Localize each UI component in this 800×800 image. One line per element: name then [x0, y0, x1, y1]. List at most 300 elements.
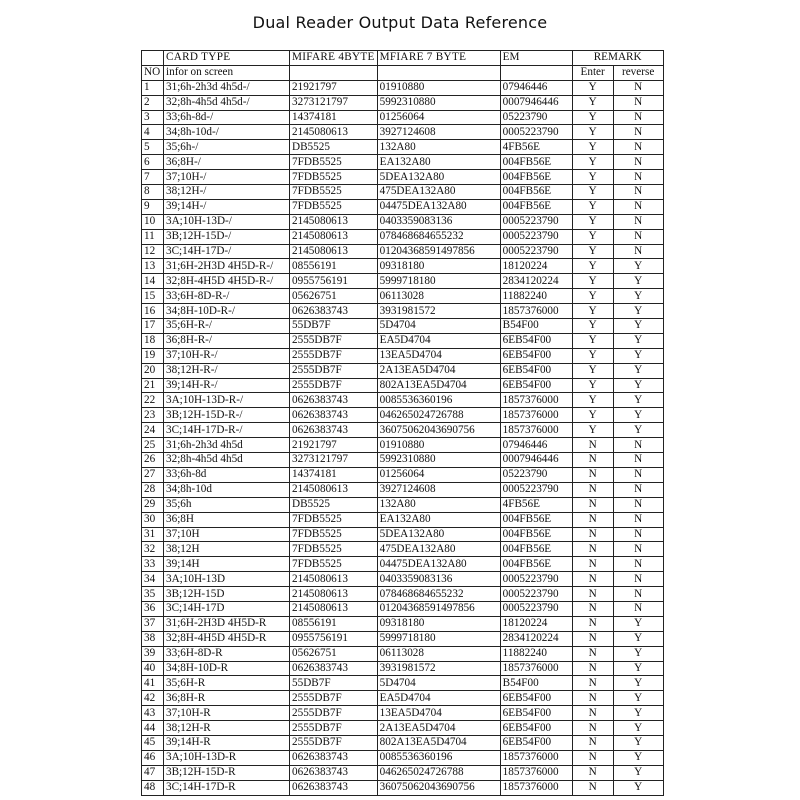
cell-em: 18120224 — [500, 616, 572, 631]
cell-enter: Y — [572, 155, 613, 170]
table-row — [142, 80, 664, 95]
cell-mifare-7byte: 36075062043690756 — [377, 423, 500, 438]
table-row — [142, 557, 664, 572]
cell-reverse: Y — [613, 721, 663, 736]
cell-reverse: Y — [613, 304, 663, 319]
cell-enter: N — [572, 676, 613, 691]
cell-mifare-7byte: 802A13EA5D4704 — [377, 378, 500, 393]
cell-em: 1857376000 — [500, 423, 572, 438]
cell-enter: N — [572, 661, 613, 676]
cell-reverse: N — [613, 155, 663, 170]
cell-no: 29 — [142, 497, 164, 512]
header-em: EM — [500, 51, 572, 66]
cell-reverse: Y — [613, 408, 663, 423]
cell-mifare-7byte: 3931981572 — [377, 304, 500, 319]
cell-enter: Y — [572, 95, 613, 110]
cell-mifare-4byte: 0626383743 — [290, 408, 378, 423]
cell-em: 1857376000 — [500, 765, 572, 780]
cell-reverse: N — [613, 185, 663, 200]
cell-no: 17 — [142, 319, 164, 334]
cell-card-type: 35;6H-R — [164, 676, 290, 691]
cell-mifare-7byte: 0403359083136 — [377, 214, 500, 229]
cell-em: 4FB56E — [500, 140, 572, 155]
table-row — [142, 601, 664, 616]
cell-mifare-7byte: 3927124608 — [377, 482, 500, 497]
cell-mifare-7byte: 5999718180 — [377, 274, 500, 289]
cell-reverse: Y — [613, 393, 663, 408]
cell-card-type: 37;10H-R-/ — [164, 348, 290, 363]
cell-em: 0005223790 — [500, 601, 572, 616]
cell-em: 1857376000 — [500, 408, 572, 423]
cell-no: 3 — [142, 110, 164, 125]
cell-no: 25 — [142, 438, 164, 453]
cell-mifare-4byte: DB5525 — [290, 140, 378, 155]
table-row — [142, 646, 664, 661]
cell-reverse: N — [613, 140, 663, 155]
cell-mifare-4byte: 2555DB7F — [290, 735, 378, 750]
cell-card-type: 3B;12H-15D-R-/ — [164, 408, 290, 423]
cell-em: 2834120224 — [500, 274, 572, 289]
cell-no: 4 — [142, 125, 164, 140]
cell-enter: Y — [572, 274, 613, 289]
cell-enter: N — [572, 497, 613, 512]
cell-mifare-7byte: 475DEA132A80 — [377, 542, 500, 557]
cell-mifare-4byte: 7FDB5525 — [290, 512, 378, 527]
cell-enter: N — [572, 765, 613, 780]
cell-mifare-4byte: 2555DB7F — [290, 363, 378, 378]
cell-no: 11 — [142, 229, 164, 244]
cell-enter: Y — [572, 125, 613, 140]
cell-reverse: N — [613, 229, 663, 244]
header-no: NO — [142, 65, 164, 80]
cell-enter: N — [572, 691, 613, 706]
cell-mifare-7byte: 04475DEA132A80 — [377, 557, 500, 572]
cell-mifare-7byte: EA5D4704 — [377, 691, 500, 706]
cell-mifare-4byte: 0626383743 — [290, 304, 378, 319]
cell-card-type: 36;8H-R — [164, 691, 290, 706]
cell-reverse: Y — [613, 765, 663, 780]
cell-mifare-7byte: 13EA5D4704 — [377, 348, 500, 363]
cell-reverse: N — [613, 542, 663, 557]
table-row — [142, 125, 664, 140]
cell-mifare-4byte: 7FDB5525 — [290, 155, 378, 170]
cell-em: 6EB54F00 — [500, 691, 572, 706]
cell-card-type: 39;14H — [164, 557, 290, 572]
cell-em: 1857376000 — [500, 393, 572, 408]
cell-em: 1857376000 — [500, 304, 572, 319]
table-row — [142, 482, 664, 497]
cell-no: 30 — [142, 512, 164, 527]
cell-reverse: N — [613, 199, 663, 214]
cell-mifare-4byte: 0626383743 — [290, 750, 378, 765]
cell-card-type: 35;6h-/ — [164, 140, 290, 155]
cell-mifare-4byte: 21921797 — [290, 438, 378, 453]
cell-em: 1857376000 — [500, 780, 572, 795]
table-row — [142, 616, 664, 631]
cell-mifare-7byte: 01910880 — [377, 80, 500, 95]
cell-mifare-7byte: 01256064 — [377, 467, 500, 482]
cell-mifare-7byte: 132A80 — [377, 140, 500, 155]
cell-no: 43 — [142, 706, 164, 721]
header-blank — [142, 51, 164, 66]
cell-enter: Y — [572, 348, 613, 363]
cell-card-type: 3C;14H-17D-R — [164, 780, 290, 795]
cell-no: 48 — [142, 780, 164, 795]
cell-card-type: 33;6H-8D-R-/ — [164, 289, 290, 304]
table-row — [142, 110, 664, 125]
cell-reverse: Y — [613, 646, 663, 661]
cell-enter: Y — [572, 393, 613, 408]
cell-em: 0005223790 — [500, 244, 572, 259]
cell-card-type: 32;8h-4h5d 4h5d — [164, 453, 290, 468]
cell-reverse: N — [613, 80, 663, 95]
cell-reverse: N — [613, 497, 663, 512]
cell-card-type: 3C;14H-17D — [164, 601, 290, 616]
table-row — [142, 259, 664, 274]
table-row — [142, 319, 664, 334]
cell-enter: Y — [572, 170, 613, 185]
table-row — [142, 512, 664, 527]
cell-mifare-4byte: 2555DB7F — [290, 691, 378, 706]
cell-reverse: N — [613, 214, 663, 229]
cell-mifare-4byte: 2145080613 — [290, 244, 378, 259]
cell-card-type: 36;8H-R-/ — [164, 333, 290, 348]
cell-no: 31 — [142, 527, 164, 542]
cell-enter: Y — [572, 110, 613, 125]
table-row — [142, 393, 664, 408]
cell-mifare-7byte: 01910880 — [377, 438, 500, 453]
cell-card-type: 3B;12H-15D — [164, 587, 290, 602]
table-row — [142, 363, 664, 378]
cell-no: 38 — [142, 631, 164, 646]
cell-enter: N — [572, 721, 613, 736]
cell-em: 004FB56E — [500, 199, 572, 214]
table-row — [142, 140, 664, 155]
table-row — [142, 408, 664, 423]
cell-mifare-4byte: 2145080613 — [290, 572, 378, 587]
table-row — [142, 155, 664, 170]
header-reverse: reverse — [613, 65, 663, 80]
cell-card-type: 34;8h-10d-/ — [164, 125, 290, 140]
table-row — [142, 214, 664, 229]
cell-card-type: 31;6h-2h3d 4h5d-/ — [164, 80, 290, 95]
cell-no: 16 — [142, 304, 164, 319]
cell-enter: N — [572, 467, 613, 482]
cell-card-type: 3B;12H-15D-/ — [164, 229, 290, 244]
cell-enter: Y — [572, 229, 613, 244]
cell-card-type: 3A;10H-13D-/ — [164, 214, 290, 229]
header-remark: REMARK — [572, 51, 663, 66]
cell-em: 0005223790 — [500, 482, 572, 497]
cell-mifare-4byte: 21921797 — [290, 80, 378, 95]
cell-mifare-4byte: 2555DB7F — [290, 333, 378, 348]
table-row — [142, 378, 664, 393]
cell-em: 11882240 — [500, 289, 572, 304]
table-row — [142, 274, 664, 289]
cell-mifare-7byte: 5999718180 — [377, 631, 500, 646]
cell-mifare-7byte: 09318180 — [377, 259, 500, 274]
cell-mifare-7byte: 5992310880 — [377, 95, 500, 110]
cell-mifare-7byte: 5D4704 — [377, 319, 500, 334]
cell-mifare-7byte: 06113028 — [377, 289, 500, 304]
cell-mifare-4byte: 2555DB7F — [290, 721, 378, 736]
cell-card-type: 38;12H-R — [164, 721, 290, 736]
cell-mifare-7byte: 802A13EA5D4704 — [377, 735, 500, 750]
cell-em: 2834120224 — [500, 631, 572, 646]
cell-card-type: 33;6H-8D-R — [164, 646, 290, 661]
cell-card-type: 36;8H-/ — [164, 155, 290, 170]
cell-mifare-7byte: 132A80 — [377, 497, 500, 512]
cell-mifare-7byte: 5DEA132A80 — [377, 527, 500, 542]
cell-em: B54F00 — [500, 319, 572, 334]
cell-no: 22 — [142, 393, 164, 408]
cell-em: 05223790 — [500, 467, 572, 482]
cell-enter: N — [572, 616, 613, 631]
cell-card-type: 39;14H-R — [164, 735, 290, 750]
cell-mifare-4byte: 55DB7F — [290, 319, 378, 334]
header-mifare-7byte: MFIARE 7 BYTE — [377, 51, 500, 66]
cell-mifare-4byte: 14374181 — [290, 467, 378, 482]
table-row — [142, 333, 664, 348]
cell-reverse: N — [613, 170, 663, 185]
cell-card-type: 39;14H-R-/ — [164, 378, 290, 393]
cell-card-type: 32;8H-4H5D 4H5D-R — [164, 631, 290, 646]
table-row — [142, 348, 664, 363]
cell-reverse: Y — [613, 631, 663, 646]
cell-no: 10 — [142, 214, 164, 229]
cell-enter: Y — [572, 363, 613, 378]
cell-em: 0005223790 — [500, 572, 572, 587]
cell-mifare-4byte: 0626383743 — [290, 661, 378, 676]
cell-enter: N — [572, 482, 613, 497]
cell-em: 4FB56E — [500, 497, 572, 512]
cell-mifare-7byte: 3931981572 — [377, 661, 500, 676]
cell-mifare-4byte: 2145080613 — [290, 601, 378, 616]
cell-em: 004FB56E — [500, 557, 572, 572]
cell-enter: N — [572, 572, 613, 587]
cell-no: 41 — [142, 676, 164, 691]
table-row — [142, 438, 664, 453]
cell-no: 36 — [142, 601, 164, 616]
cell-mifare-7byte: 13EA5D4704 — [377, 706, 500, 721]
table-row — [142, 706, 664, 721]
cell-card-type: 32;8H-4H5D 4H5D-R-/ — [164, 274, 290, 289]
subheader-row — [142, 65, 664, 80]
cell-mifare-7byte: 01204368591497856 — [377, 244, 500, 259]
cell-no: 7 — [142, 170, 164, 185]
cell-no: 9 — [142, 199, 164, 214]
cell-enter: Y — [572, 408, 613, 423]
cell-enter: Y — [572, 185, 613, 200]
cell-em: 6EB54F00 — [500, 378, 572, 393]
header-infor: infor on screen — [164, 65, 290, 80]
cell-mifare-7byte: 01204368591497856 — [377, 601, 500, 616]
cell-enter: Y — [572, 259, 613, 274]
cell-card-type: 38;12H-R-/ — [164, 363, 290, 378]
cell-em: 11882240 — [500, 646, 572, 661]
table-row — [142, 199, 664, 214]
cell-em: 07946446 — [500, 80, 572, 95]
cell-enter: Y — [572, 304, 613, 319]
cell-reverse: Y — [613, 750, 663, 765]
cell-em: 0007946446 — [500, 453, 572, 468]
table-row — [142, 572, 664, 587]
cell-reverse: Y — [613, 274, 663, 289]
cell-enter: N — [572, 512, 613, 527]
cell-em: 6EB54F00 — [500, 721, 572, 736]
cell-enter: Y — [572, 319, 613, 334]
cell-no: 8 — [142, 185, 164, 200]
cell-reverse: Y — [613, 780, 663, 795]
cell-enter: Y — [572, 423, 613, 438]
cell-no: 45 — [142, 735, 164, 750]
cell-mifare-4byte: 05626751 — [290, 646, 378, 661]
cell-reverse: N — [613, 601, 663, 616]
cell-reverse: Y — [613, 363, 663, 378]
cell-enter: N — [572, 735, 613, 750]
cell-enter: N — [572, 527, 613, 542]
table-row — [142, 453, 664, 468]
cell-reverse: N — [613, 453, 663, 468]
cell-mifare-4byte: 0626383743 — [290, 780, 378, 795]
cell-no: 5 — [142, 140, 164, 155]
cell-card-type: 37;10H — [164, 527, 290, 542]
cell-em: 0005223790 — [500, 125, 572, 140]
cell-enter: Y — [572, 244, 613, 259]
cell-reverse: N — [613, 572, 663, 587]
table-row — [142, 691, 664, 706]
cell-reverse: N — [613, 95, 663, 110]
cell-em: 004FB56E — [500, 512, 572, 527]
table-row — [142, 304, 664, 319]
cell-reverse: Y — [613, 676, 663, 691]
cell-mifare-7byte: 0403359083136 — [377, 572, 500, 587]
cell-enter: Y — [572, 214, 613, 229]
cell-card-type: 3A;10H-13D — [164, 572, 290, 587]
cell-reverse: Y — [613, 423, 663, 438]
cell-mifare-4byte: 2145080613 — [290, 482, 378, 497]
cell-no: 28 — [142, 482, 164, 497]
cell-mifare-7byte: 475DEA132A80 — [377, 185, 500, 200]
cell-mifare-7byte: 2A13EA5D4704 — [377, 721, 500, 736]
cell-no: 32 — [142, 542, 164, 557]
cell-mifare-4byte: 2145080613 — [290, 214, 378, 229]
cell-enter: Y — [572, 80, 613, 95]
subheader-blank — [290, 65, 378, 80]
cell-reverse: N — [613, 482, 663, 497]
cell-no: 44 — [142, 721, 164, 736]
cell-no: 26 — [142, 453, 164, 468]
cell-enter: N — [572, 631, 613, 646]
cell-reverse: N — [613, 110, 663, 125]
cell-enter: Y — [572, 378, 613, 393]
cell-mifare-7byte: 0085536360196 — [377, 393, 500, 408]
cell-mifare-4byte: 7FDB5525 — [290, 170, 378, 185]
cell-mifare-7byte: EA5D4704 — [377, 333, 500, 348]
cell-no: 23 — [142, 408, 164, 423]
cell-card-type: 32;8h-4h5d 4h5d-/ — [164, 95, 290, 110]
cell-mifare-4byte: 2145080613 — [290, 125, 378, 140]
reference-table — [141, 50, 664, 796]
cell-card-type: 37;10H-R — [164, 706, 290, 721]
cell-card-type: 31;6H-2H3D 4H5D-R — [164, 616, 290, 631]
header-card-type: CARD TYPE — [164, 51, 290, 66]
cell-card-type: 35;6H-R-/ — [164, 319, 290, 334]
table-row — [142, 587, 664, 602]
cell-no: 20 — [142, 363, 164, 378]
cell-no: 21 — [142, 378, 164, 393]
cell-mifare-4byte: 0955756191 — [290, 631, 378, 646]
cell-mifare-7byte: EA132A80 — [377, 155, 500, 170]
cell-em: B54F00 — [500, 676, 572, 691]
cell-card-type: 31;6h-2h3d 4h5d — [164, 438, 290, 453]
cell-enter: N — [572, 646, 613, 661]
cell-mifare-4byte: 2555DB7F — [290, 706, 378, 721]
cell-reverse: N — [613, 438, 663, 453]
cell-mifare-4byte: 0626383743 — [290, 765, 378, 780]
cell-mifare-4byte: 08556191 — [290, 616, 378, 631]
header-enter: Enter — [572, 65, 613, 80]
cell-mifare-7byte: 046265024726788 — [377, 765, 500, 780]
cell-mifare-4byte: 2145080613 — [290, 229, 378, 244]
cell-em: 0005223790 — [500, 214, 572, 229]
cell-mifare-7byte: 09318180 — [377, 616, 500, 631]
cell-no: 2 — [142, 95, 164, 110]
cell-reverse: Y — [613, 259, 663, 274]
cell-em: 1857376000 — [500, 661, 572, 676]
cell-card-type: 37;10H-/ — [164, 170, 290, 185]
cell-mifare-7byte: 5DEA132A80 — [377, 170, 500, 185]
table-body — [142, 80, 664, 795]
cell-mifare-4byte: 7FDB5525 — [290, 542, 378, 557]
cell-card-type: 35;6h — [164, 497, 290, 512]
subheader-blank — [500, 65, 572, 80]
table-row — [142, 229, 664, 244]
cell-mifare-4byte: 3273121797 — [290, 453, 378, 468]
cell-card-type: 34;8H-10D-R-/ — [164, 304, 290, 319]
cell-reverse: Y — [613, 691, 663, 706]
cell-em: 004FB56E — [500, 185, 572, 200]
cell-mifare-7byte: 01256064 — [377, 110, 500, 125]
cell-mifare-4byte: 05626751 — [290, 289, 378, 304]
cell-card-type: 34;8h-10d — [164, 482, 290, 497]
cell-card-type: 38;12H — [164, 542, 290, 557]
table-row — [142, 185, 664, 200]
table-row — [142, 467, 664, 482]
cell-em: 004FB56E — [500, 542, 572, 557]
cell-mifare-4byte: 0955756191 — [290, 274, 378, 289]
cell-mifare-7byte: 078468684655232 — [377, 229, 500, 244]
table-row — [142, 423, 664, 438]
cell-no: 39 — [142, 646, 164, 661]
cell-no: 35 — [142, 587, 164, 602]
cell-mifare-7byte: 04475DEA132A80 — [377, 199, 500, 214]
cell-no: 46 — [142, 750, 164, 765]
cell-em: 1857376000 — [500, 750, 572, 765]
cell-enter: N — [572, 780, 613, 795]
cell-mifare-7byte: 5992310880 — [377, 453, 500, 468]
table-row — [142, 721, 664, 736]
cell-reverse: N — [613, 512, 663, 527]
cell-mifare-4byte: 7FDB5525 — [290, 185, 378, 200]
cell-mifare-4byte: 3273121797 — [290, 95, 378, 110]
cell-mifare-4byte: 55DB7F — [290, 676, 378, 691]
cell-reverse: N — [613, 557, 663, 572]
cell-card-type: 38;12H-/ — [164, 185, 290, 200]
cell-enter: N — [572, 438, 613, 453]
cell-em: 0005223790 — [500, 229, 572, 244]
cell-card-type: 3C;14H-17D-/ — [164, 244, 290, 259]
